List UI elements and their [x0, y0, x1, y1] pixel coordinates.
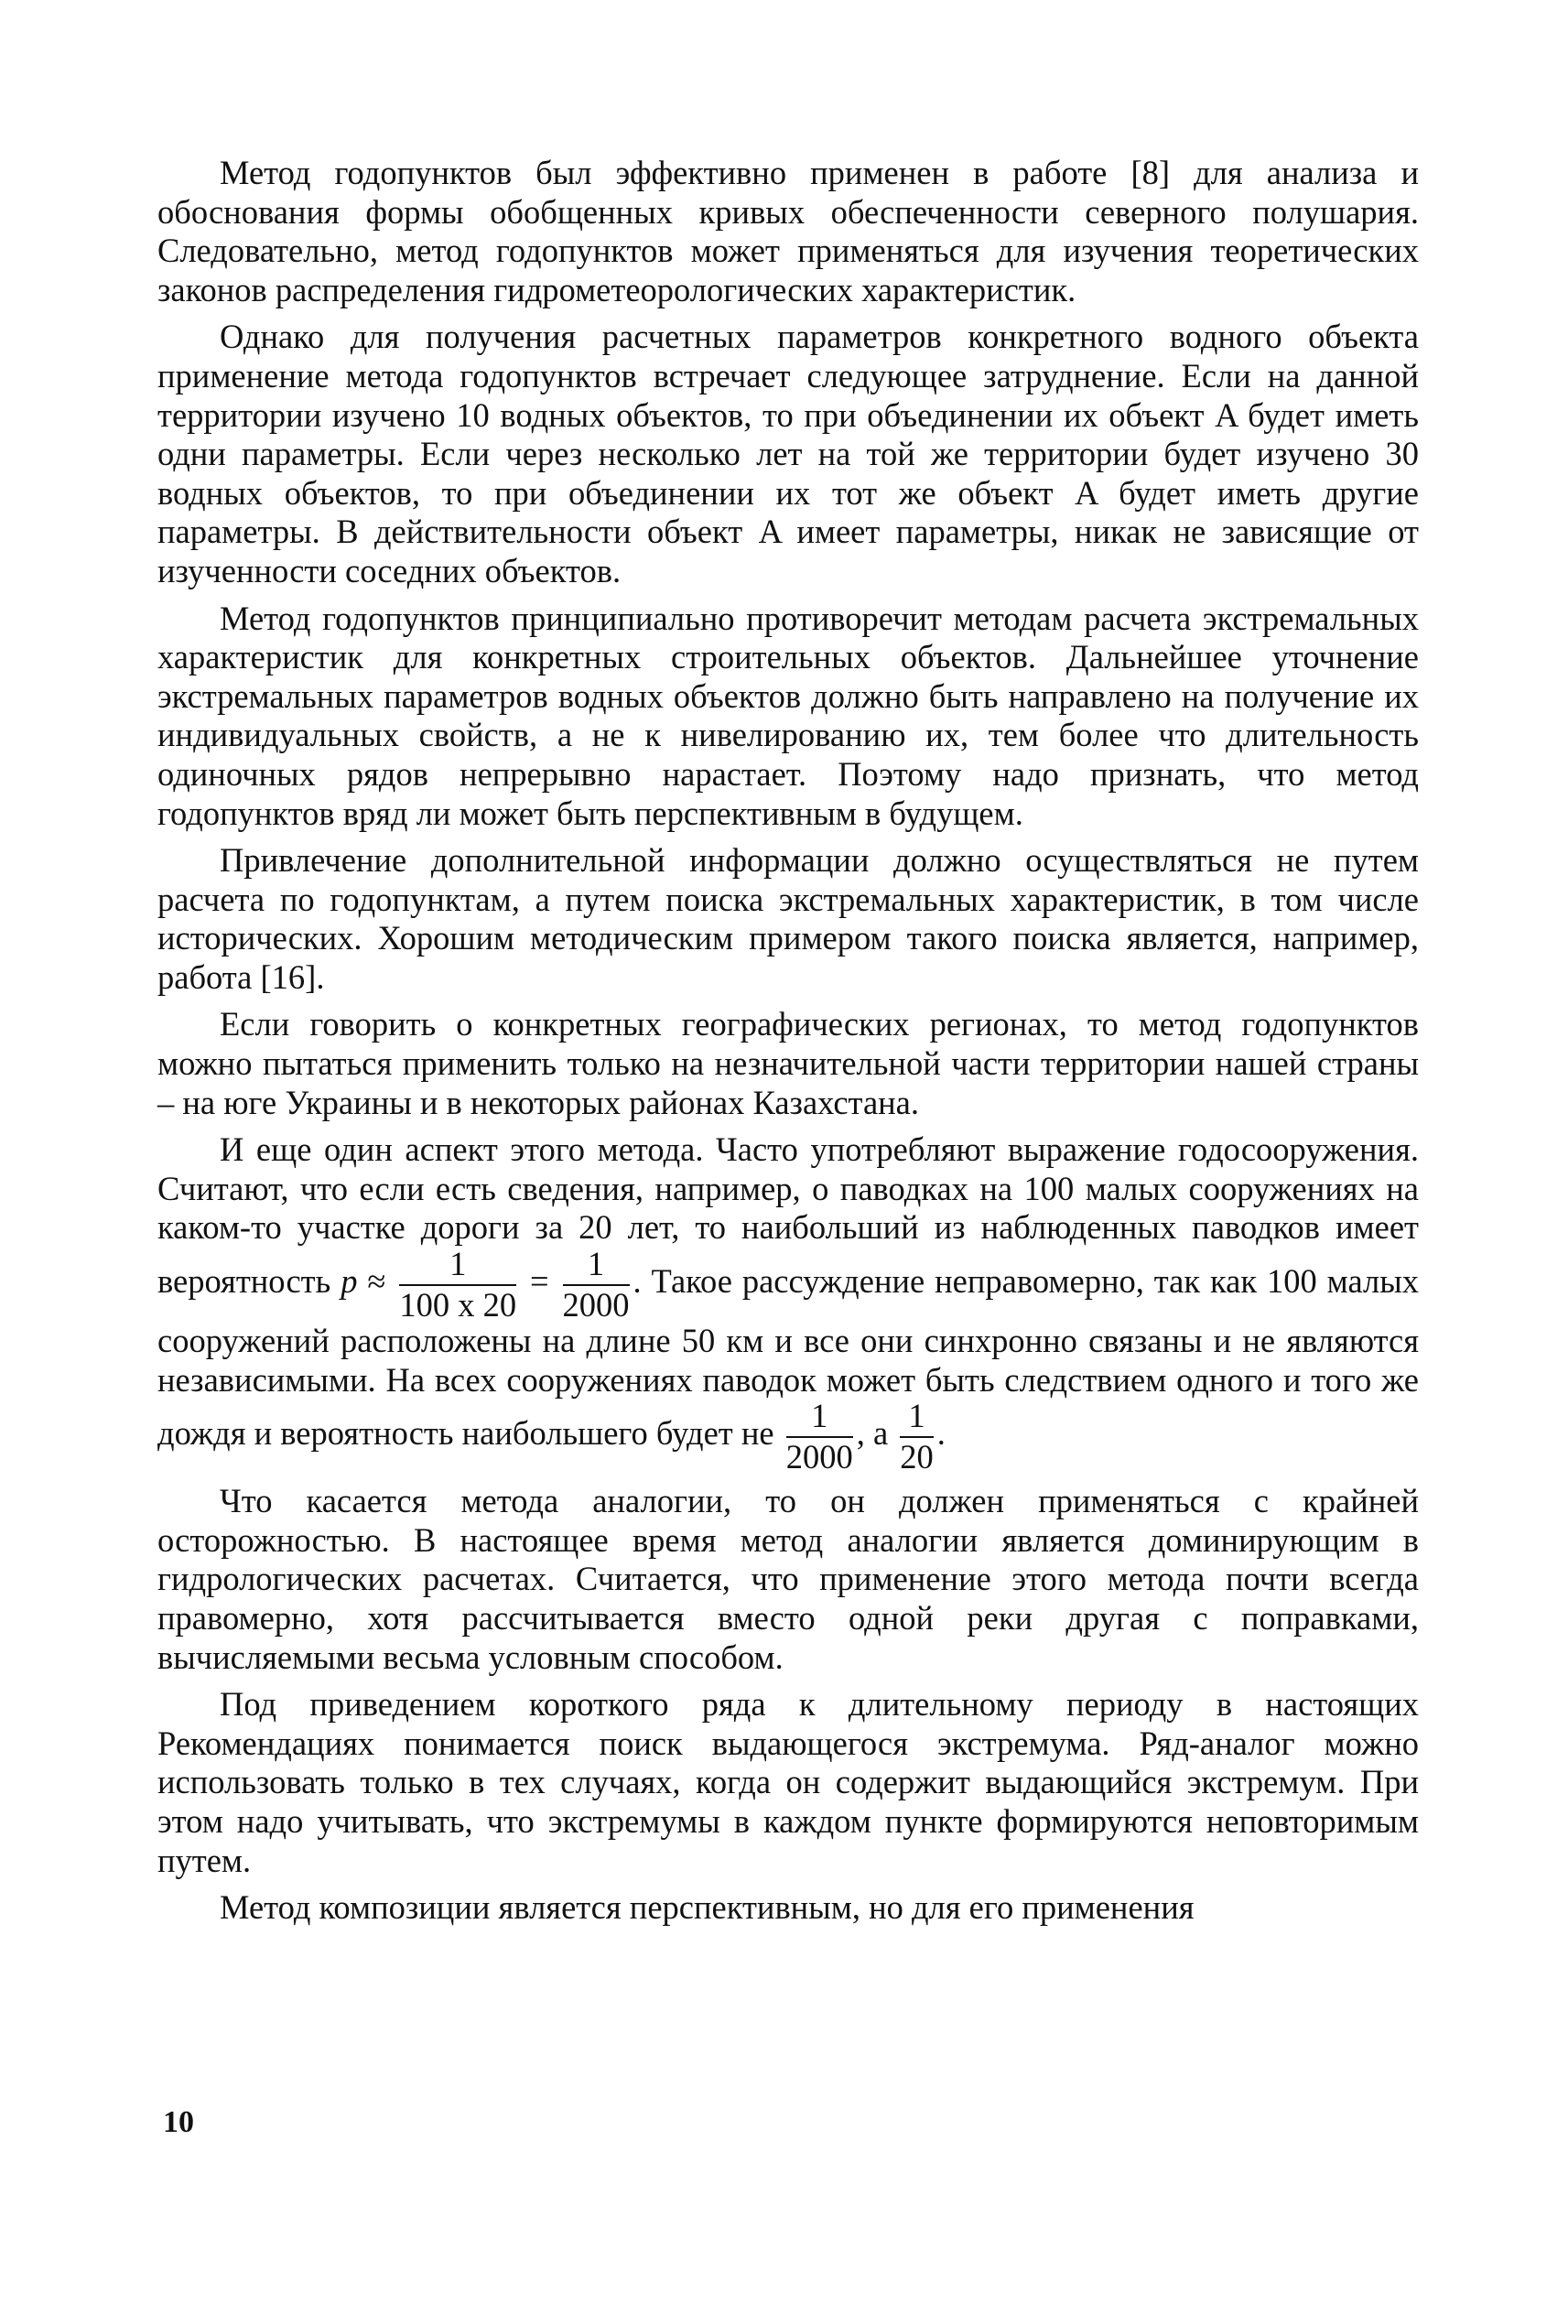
paragraph-8: Под приведением короткого ряда к длительному периоду в настоящих Рекомендациях понимается поиск выдающегося экстремума. Ряд-аналог можно использовать только в тех случаях, когда он содержит выдающийся экстремум. При этом надо учитывать, что экстремумы в каждом пункте формируются неповторимым путем. — [157, 1685, 1419, 1879]
fraction-1-over-2000-b — [785, 1397, 853, 1475]
paragraph-5: Если говорить о конкретных географических регионах, то метод годопунктов можно пытаться применить только на незначительной части территории нашей страны – на юге Украины и в некоторых районах Казахстана. — [157, 1005, 1419, 1121]
body-text — [157, 154, 1419, 1936]
fraction-1-over-20 — [900, 1397, 934, 1475]
fraction-1-over-100x20 — [399, 1245, 517, 1324]
paragraph-6 — [157, 1130, 1419, 1474]
fraction-numerator: 1 — [900, 1400, 934, 1438]
paragraph-9: Метод композиции является перспективным, но для его применения — [220, 1888, 1195, 1927]
fraction-denominator: 100 x 20 — [399, 1285, 517, 1324]
paragraph-3: Метод годопунктов принципиально противоречит методам расчета экстремальных характеристик для конкретных строительных объектов. Дальнейшее уточнение экстремальных параметров водных объектов должно быть направлено на получение их индивидуальных свойств, а не к нивелированию их, тем более что длительность одиночных рядов непрерывно нарастает. Поэтому надо признать, что метод годопунктов вряд ли может быть перспективным в будущем. — [157, 599, 1419, 832]
fraction-denominator: 2000 — [785, 1437, 853, 1475]
approx-sign: ≈ — [367, 1261, 386, 1300]
page-number: 10 — [163, 2105, 194, 2139]
conjunction: , а — [856, 1414, 889, 1453]
paragraph-6-text-middle: . Такое рассуждение неправомерно, так как 100 малых сооружений расположены на длине 50 км и все они синхронно связаны и не являются независимыми. На всех сооружениях паводок может быть следствием одного и того же дождя и вероятность наибольшего будет не — [157, 1261, 1420, 1453]
paragraph-6-end: . — [936, 1414, 946, 1453]
paragraph-7: Что касается метода аналогии, то он должен применяться с крайней осторожностью. В настоящее время метод аналогии является доминирующим в гидрологических расчетах. Считается, что применение этого метода почти всегда правомерно, хотя рассчитывается вместо одной реки другая с поправками, вычисляемыми весьма условным способом. — [157, 1482, 1419, 1676]
paragraph-1: Метод годопунктов был эффективно применен в работе [8] для анализа и обоснования формы обобщенных кривых обеспеченности северного полушария. Следовательно, метод годопунктов может применяться для изучения теоретических законов распределения гидрометеорологических характеристик. — [157, 154, 1419, 308]
equals-sign: = — [530, 1261, 549, 1300]
fraction-denominator: 2000 — [562, 1285, 630, 1324]
fraction-1-over-2000 — [562, 1245, 630, 1324]
fraction-denominator: 20 — [900, 1437, 934, 1475]
fraction-numerator: 1 — [399, 1248, 516, 1286]
paragraph-2: Однако для получения расчетных параметров конкретного водного объекта применение метода годопунктов встречает следующее затруднение. Если на данной территории изучено 10 водных объектов, то при объединении их объект A будет иметь одни параметры. Если через несколько лет на той же территории будет изучено 30 водных объектов, то при объединении их тот же объект A будет иметь другие параметры. В действительности объект A имеет параметры, никак не зависящие от изученности соседних объектов. — [157, 318, 1419, 589]
fraction-numerator: 1 — [563, 1248, 630, 1286]
paragraph-6-text-before: И еще один аспект этого метода. Часто употребляют выражение годосооружения. Считают, что если есть сведения, например, о паводках на 100 малых сооружениях на каком-то участке дороги за 20 лет, то наибольший из наблюденных паводков имеет вероятность — [157, 1130, 1419, 1300]
paragraph-4: Привлечение дополнительной информации должно осуществляться не путем расчета по годопунктам, а путем поиска экстремальных характеристик, в том числе исторических. Хорошим методическим примером такого поиска является, например, работа [16]. — [157, 841, 1419, 996]
probability-symbol: p — [341, 1261, 358, 1300]
fraction-numerator: 1 — [786, 1400, 853, 1438]
